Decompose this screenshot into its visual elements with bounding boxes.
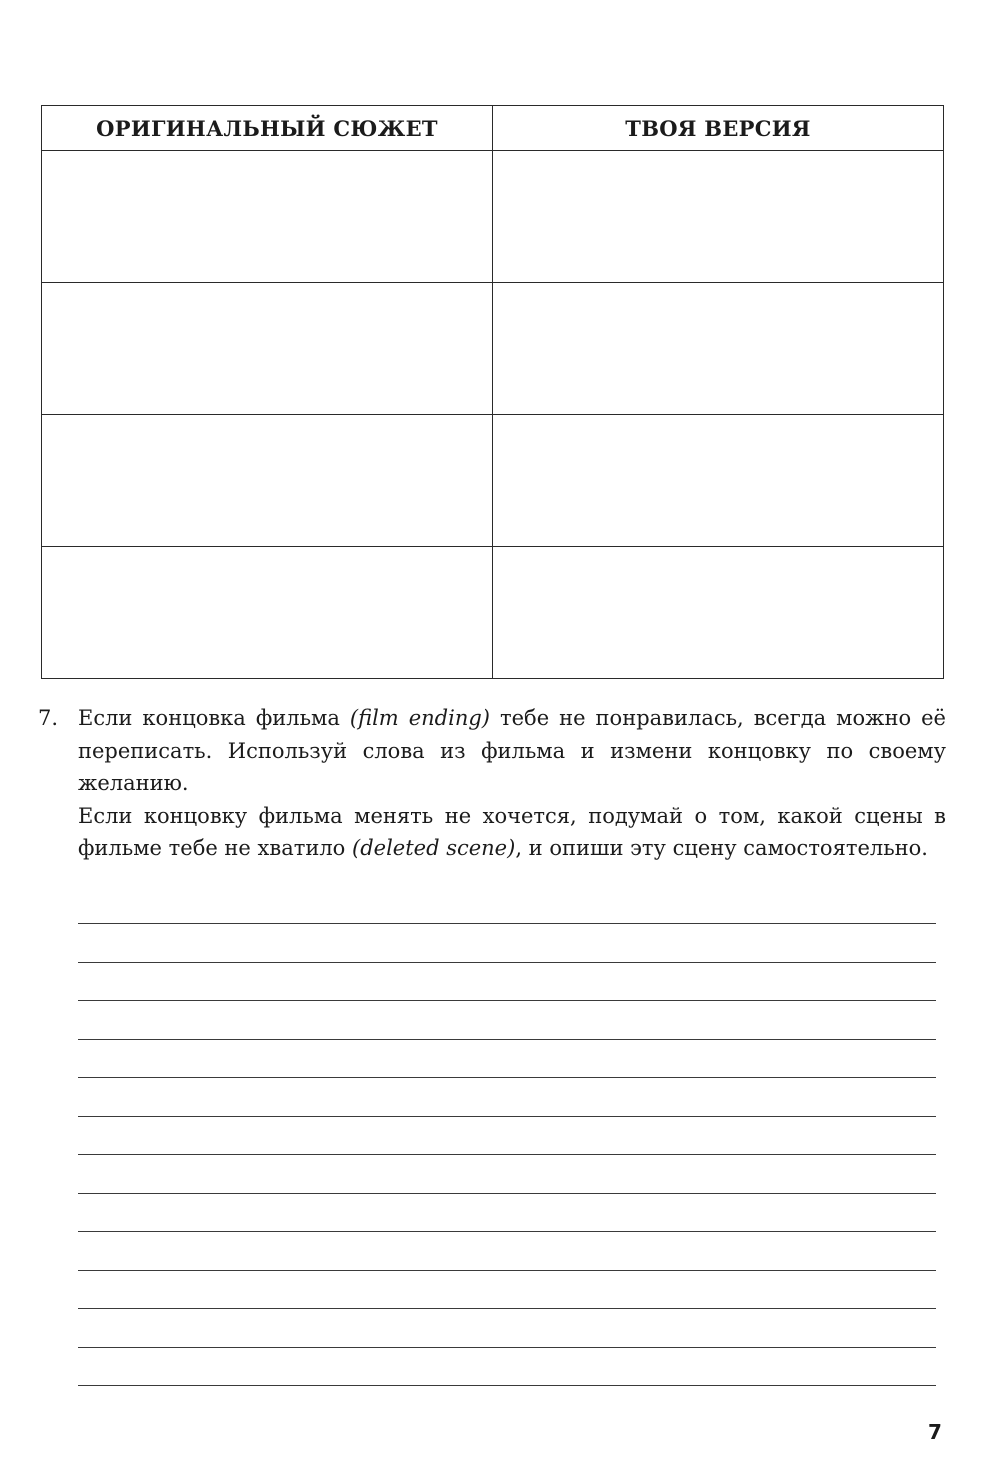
answer-line[interactable] (78, 1078, 936, 1117)
original-plot-cell[interactable] (42, 547, 493, 679)
answer-lines (78, 923, 936, 1386)
answer-line[interactable] (78, 1309, 936, 1348)
answer-line[interactable] (78, 1271, 936, 1310)
answer-line[interactable] (78, 1194, 936, 1233)
term-deleted-scene: (deleted scene) (352, 836, 516, 861)
task-number: 7. (38, 706, 59, 730)
answer-line[interactable] (78, 1001, 936, 1040)
answer-line[interactable] (78, 1232, 936, 1271)
original-plot-cell[interactable] (42, 415, 493, 547)
answer-line[interactable] (78, 963, 936, 1002)
your-version-cell[interactable] (493, 283, 944, 415)
task-paragraph-2: Если концовку фильма менять не хочется, подумай о том, какой сцены в фильме тебе не хватило (deleted scene), и опиши эту сцену самостоятельно. (78, 803, 946, 861)
your-version-cell[interactable] (493, 151, 944, 283)
header-your-version: ТВОЯ ВЕРСИЯ (493, 106, 944, 151)
original-plot-cell[interactable] (42, 151, 493, 283)
header-original-plot: ОРИГИНАЛЬНЫЙ СЮЖЕТ (42, 106, 493, 151)
table-header-row (42, 106, 944, 151)
table-row (42, 283, 944, 415)
comparison-table (41, 105, 944, 679)
answer-line[interactable] (78, 1117, 936, 1156)
your-version-cell[interactable] (493, 547, 944, 679)
answer-line[interactable] (78, 924, 936, 963)
answer-line[interactable] (78, 1040, 936, 1079)
table-row (42, 547, 944, 679)
task-paragraph-1: Если концовка фильма (film ending) тебе не понравилась, всегда можно её переписать. Используй слова из фильма и измени концовку по своему желанию. (78, 706, 946, 796)
table-row (42, 151, 944, 283)
original-plot-cell[interactable] (42, 283, 493, 415)
your-version-cell[interactable] (493, 415, 944, 547)
answer-line[interactable] (78, 1348, 936, 1387)
term-film-ending: (film ending) (349, 706, 490, 730)
task-7 (38, 702, 946, 865)
table-row (42, 415, 944, 547)
answer-line[interactable] (78, 1155, 936, 1194)
page-number: 7 (928, 1420, 942, 1444)
